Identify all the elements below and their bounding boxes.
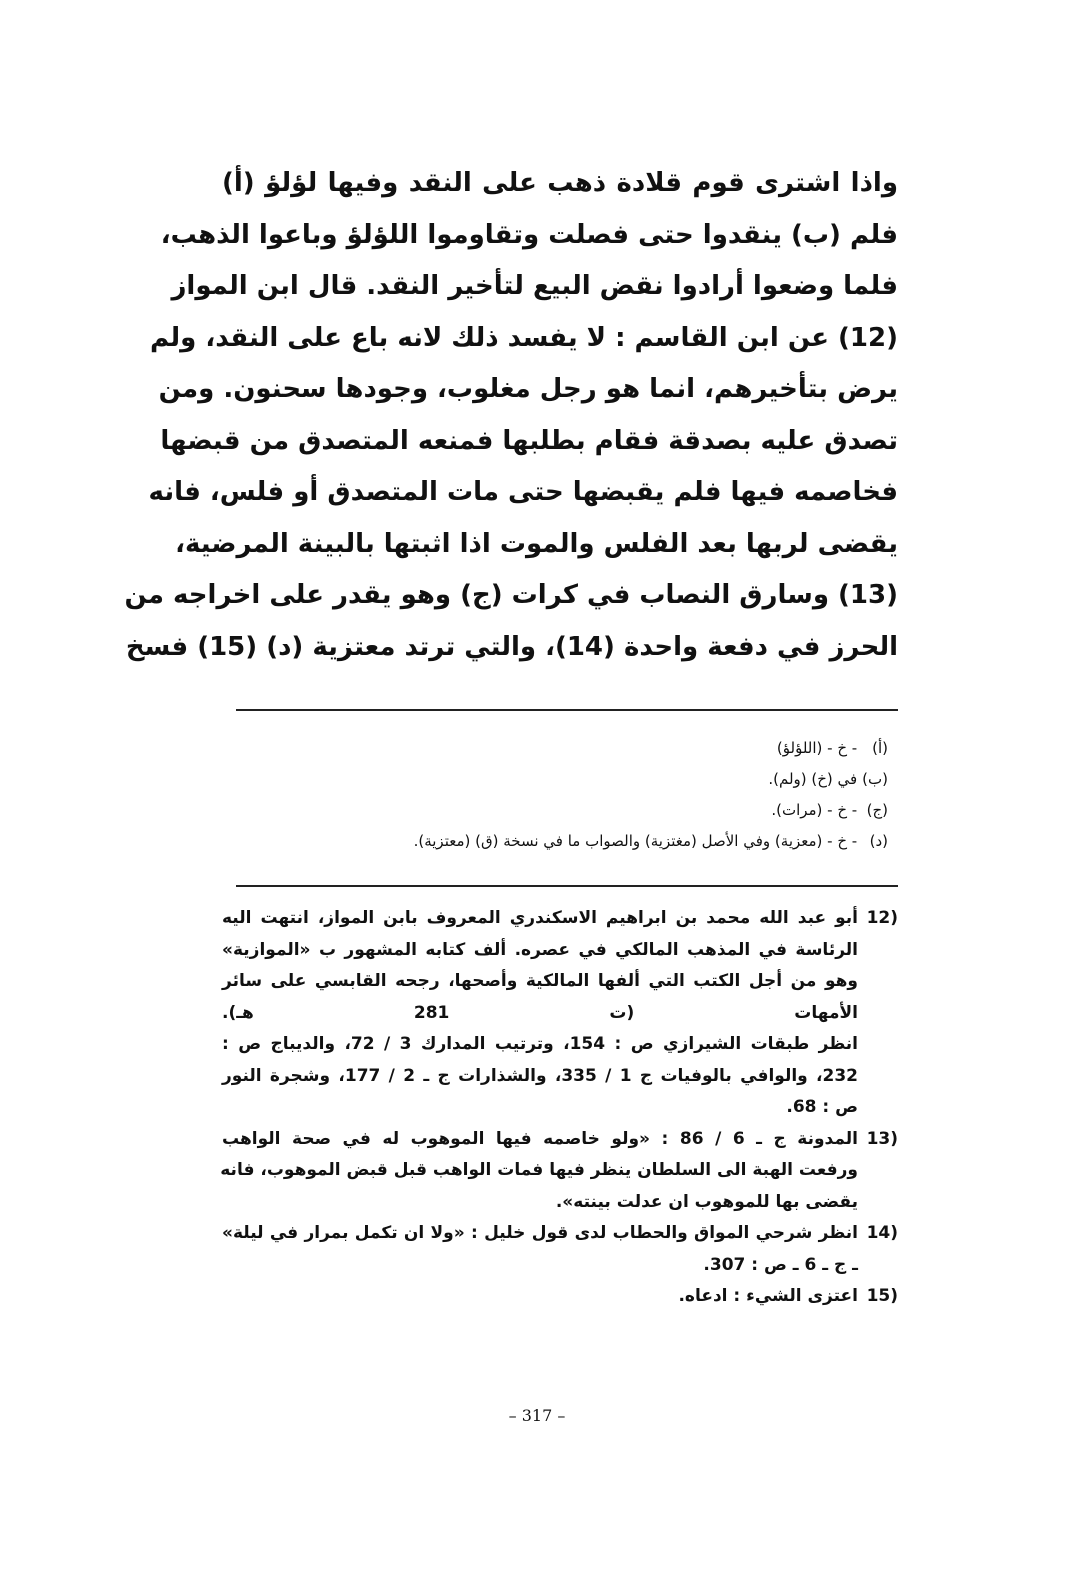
footnotes <box>222 903 898 1313</box>
variant-mark: (ج) <box>866 801 888 819</box>
footnote <box>222 1218 898 1281</box>
page-number: – 317 – <box>508 1406 566 1425</box>
footnote-line: المدونة ج ـ 6 / 86 : «ولو خاصمه فيها الموهوب له في صحة الواهب <box>222 1128 858 1149</box>
main-text <box>124 158 898 673</box>
variant-mark: (ب) <box>862 770 888 788</box>
main-text-line: يقضى لربها بعد الفلس والموت اذا اثبتها بالبينة المرضية، <box>175 528 898 559</box>
main-text-line: فلما وضعوا أرادوا نقض البيع لتأخير النقد. قال ابن المواز <box>171 271 898 301</box>
footnote-line: ورفعت الهبة الى السلطان ينظر فيها فمات الواهب قبل قبض الموهوب، فانه <box>220 1160 858 1180</box>
main-text-line: (12) عن ابن القاسم : لا يفسد ذلك لانه باع على النقد، ولم <box>149 322 898 353</box>
variants-separator <box>236 709 898 711</box>
footnote <box>222 1124 898 1219</box>
variant-item <box>288 733 888 764</box>
variant-mark: (د) <box>869 832 888 850</box>
main-text-line: يرض بتأخيرهم، انما هو رجل مغلوب، وجودها سحنون. ومن <box>158 374 898 404</box>
footnote-line: انظر شرحي المواق والحطاب لدى قول خليل : «ولا ان تكمل بمرار في ليلة» <box>222 1223 858 1243</box>
footnote-line: أبو عبد الله محمد بن ابراهيم الاسكندري المعروف بابن المواز، انتهت اليه <box>222 908 858 928</box>
variant-text: - خ - (معزية) وفي الأصل (مغتزية) والصواب ما في نسخة (ق) (معتزية). <box>413 832 858 850</box>
footnote-line: 232، والوافي بالوفيات ج 1 / 335، والشذارات ج ـ 2 / 177، وشجرة النور <box>222 1065 859 1086</box>
footnote-line: الرئاسة في المذهب المالكي في عصره. ألف كتابه المشهور ب «الموازية» <box>222 939 858 960</box>
variant-item <box>288 826 888 857</box>
footnote-line: يقضى بها للموهوب ان عدلت بينته». <box>555 1191 858 1212</box>
variant-text: في (خ) (ولم). <box>768 770 858 788</box>
footnote <box>222 903 898 1124</box>
variant-mark: (أ) <box>872 739 888 757</box>
variant-text: - خ - (اللؤلؤ) <box>776 739 858 757</box>
footnote-number: 13) <box>866 1128 898 1149</box>
variant-item <box>288 764 888 795</box>
footnote-number: 14) <box>866 1223 898 1243</box>
footnote-line: وهو من أجل الكتب التي ألفها المالكية وأصحها، رجحه القابسي على سائر <box>222 971 858 991</box>
footnote-line: الأمهات (ت 281 هـ). <box>222 1002 859 1023</box>
footnote-line: ص : 68. <box>786 1097 858 1117</box>
main-text-line: (13) وسارق النصاب في كرات (ج) وهو يقدر على اخراجه من <box>124 580 898 610</box>
manuscript-variants <box>288 733 888 857</box>
main-text-line: تصدق عليه بصدقة فقام بطلبها فمنعه المتصدق من قبضها <box>160 425 898 456</box>
variant-item <box>288 795 888 826</box>
variant-text: - خ - (مرات). <box>771 801 858 819</box>
footnote-line: ـ ج ـ 6 ـ ص : 307. <box>703 1254 858 1275</box>
footnote-line: اعتزى الشيء : ادعاه. <box>678 1286 858 1306</box>
main-text-line: واذا اشترى قوم قلادة ذهب على النقد وفيها لؤلؤ (أ) <box>222 168 898 198</box>
footnote <box>222 1281 898 1313</box>
footnote-line: انظر طبقات الشيرازي ص : 154، وترتيب المدارك 3 / 72، والديباج ص : <box>222 1034 859 1054</box>
main-text-line: الحرز في دفعة واحدة (14)، والتي ترتد معتزية (د) (15) فسخ <box>125 631 898 662</box>
main-text-line: فلم (ب) ينقدوا حتى فصلت وتقاوموا اللؤلؤ وباعوا الذهب، <box>160 219 898 250</box>
footnotes-separator <box>236 885 898 887</box>
footnote-number: 12) <box>866 908 898 928</box>
main-text-line: فخاصمه فيها فلم يقبضها حتى مات المتصدق أو فلس، فانه <box>148 477 898 507</box>
footnote-number: 15) <box>866 1286 898 1306</box>
